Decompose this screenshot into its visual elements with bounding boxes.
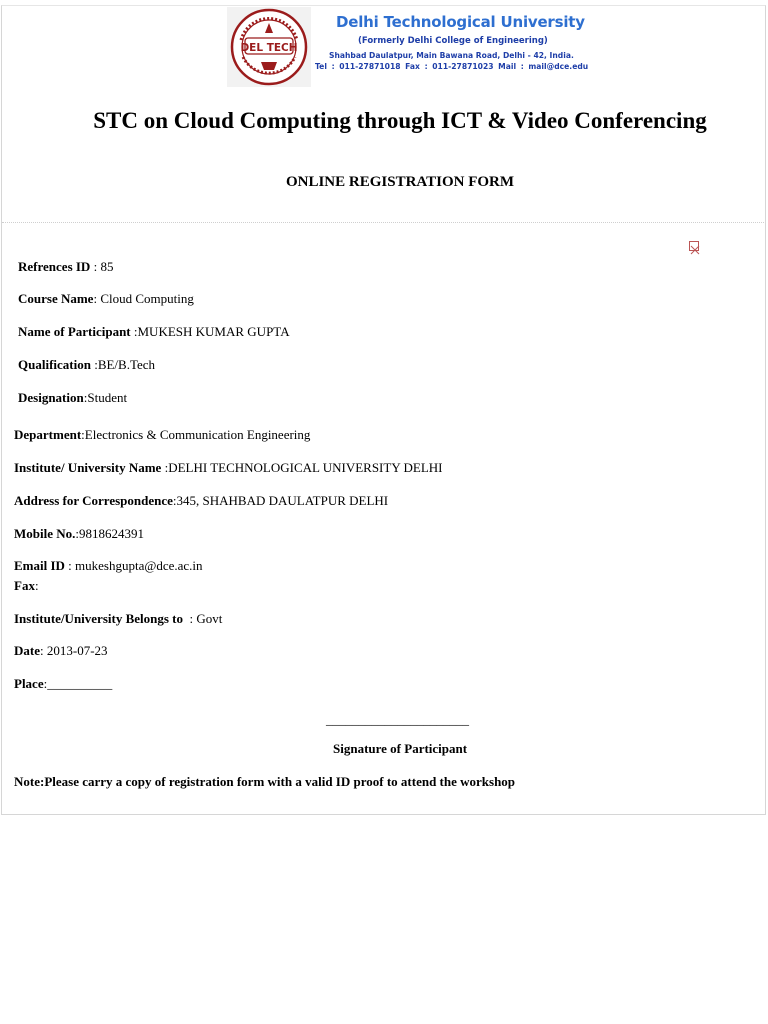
field-label: Qualification: [18, 357, 91, 372]
field-institute: [14, 460, 442, 476]
field-value: :9818624391: [75, 526, 145, 541]
field-label: Course Name: [18, 291, 94, 306]
signature-label: Signature of Participant: [333, 741, 468, 756]
field-value: :345, SHAHBAD DAULATPUR DELHI: [172, 493, 389, 508]
field-email: [14, 558, 203, 574]
field-address: [14, 493, 388, 509]
field-belongs-to: [14, 611, 222, 627]
field-value: :BE/B.Tech: [90, 357, 156, 372]
field-value: : 2013-07-23: [40, 643, 108, 658]
field-mobile: [14, 526, 144, 542]
field-label: Email ID: [14, 558, 65, 573]
field-label: Place: [14, 676, 44, 691]
seal-icon: [227, 7, 311, 87]
university-logo: [227, 7, 311, 87]
field-value: : mukeshgupta@dce.ac.in: [64, 558, 203, 573]
field-value: : Cloud Computing: [93, 291, 194, 306]
divider: [2, 222, 764, 223]
logo-text: DEL TECH: [240, 42, 298, 54]
field-reference-id: [18, 259, 113, 275]
field-label: Date: [14, 643, 40, 658]
university-address: Shahbad Daulatpur, Main Bawana Road, Delhi - 42, India.: [329, 51, 574, 60]
field-value: :DELHI TECHNOLOGICAL UNIVERSITY DELHI: [161, 460, 443, 475]
university-name: Delhi Technological University: [336, 13, 585, 31]
field-value: : Govt: [183, 611, 223, 626]
field-value: : 85: [90, 259, 114, 274]
field-label: Department: [14, 427, 82, 442]
x-mark-icon: [690, 245, 700, 255]
field-label: Refrences ID: [18, 259, 91, 274]
note: Note:Please carry a copy of registration form with a valid ID proof to attend the workshop: [14, 774, 516, 789]
field-label: Name of Participant: [18, 324, 131, 339]
university-contact: Tel : 011-27871018 Fax : 011-27871023 Mail : mail@dce.edu: [315, 62, 589, 71]
field-value: :: [34, 578, 39, 593]
field-value: :Student: [83, 390, 128, 405]
field-fax: [14, 578, 39, 594]
field-date: [14, 643, 108, 659]
signature-line: ______________________: [326, 712, 469, 727]
field-value: :Electronics & Communication Engineering: [81, 427, 311, 442]
field-label: Address for Correspondence: [14, 493, 173, 508]
field-course-name: [18, 291, 194, 307]
field-label: Fax: [14, 578, 35, 593]
field-department: [14, 427, 310, 443]
field-place: [14, 676, 112, 692]
letterhead: [227, 7, 587, 87]
field-designation: [18, 390, 127, 406]
form-subtitle: ONLINE REGISTRATION FORM: [285, 174, 515, 190]
field-label: Designation: [18, 390, 84, 405]
field-label: Institute/ University Name: [14, 460, 162, 475]
field-label: Institute/University Belongs to: [14, 611, 183, 626]
field-qualification: [18, 357, 155, 373]
page-title: STC on Cloud Computing through ICT & Video Conferencing: [93, 108, 707, 133]
close-icon[interactable]: [689, 241, 699, 251]
field-value: :MUKESH KUMAR GUPTA: [130, 324, 290, 339]
field-label: Mobile No.: [14, 526, 76, 541]
university-formerly: (Formerly Delhi College of Engineering): [358, 36, 548, 46]
field-value: :__________: [43, 676, 113, 691]
field-participant-name: [18, 324, 290, 340]
